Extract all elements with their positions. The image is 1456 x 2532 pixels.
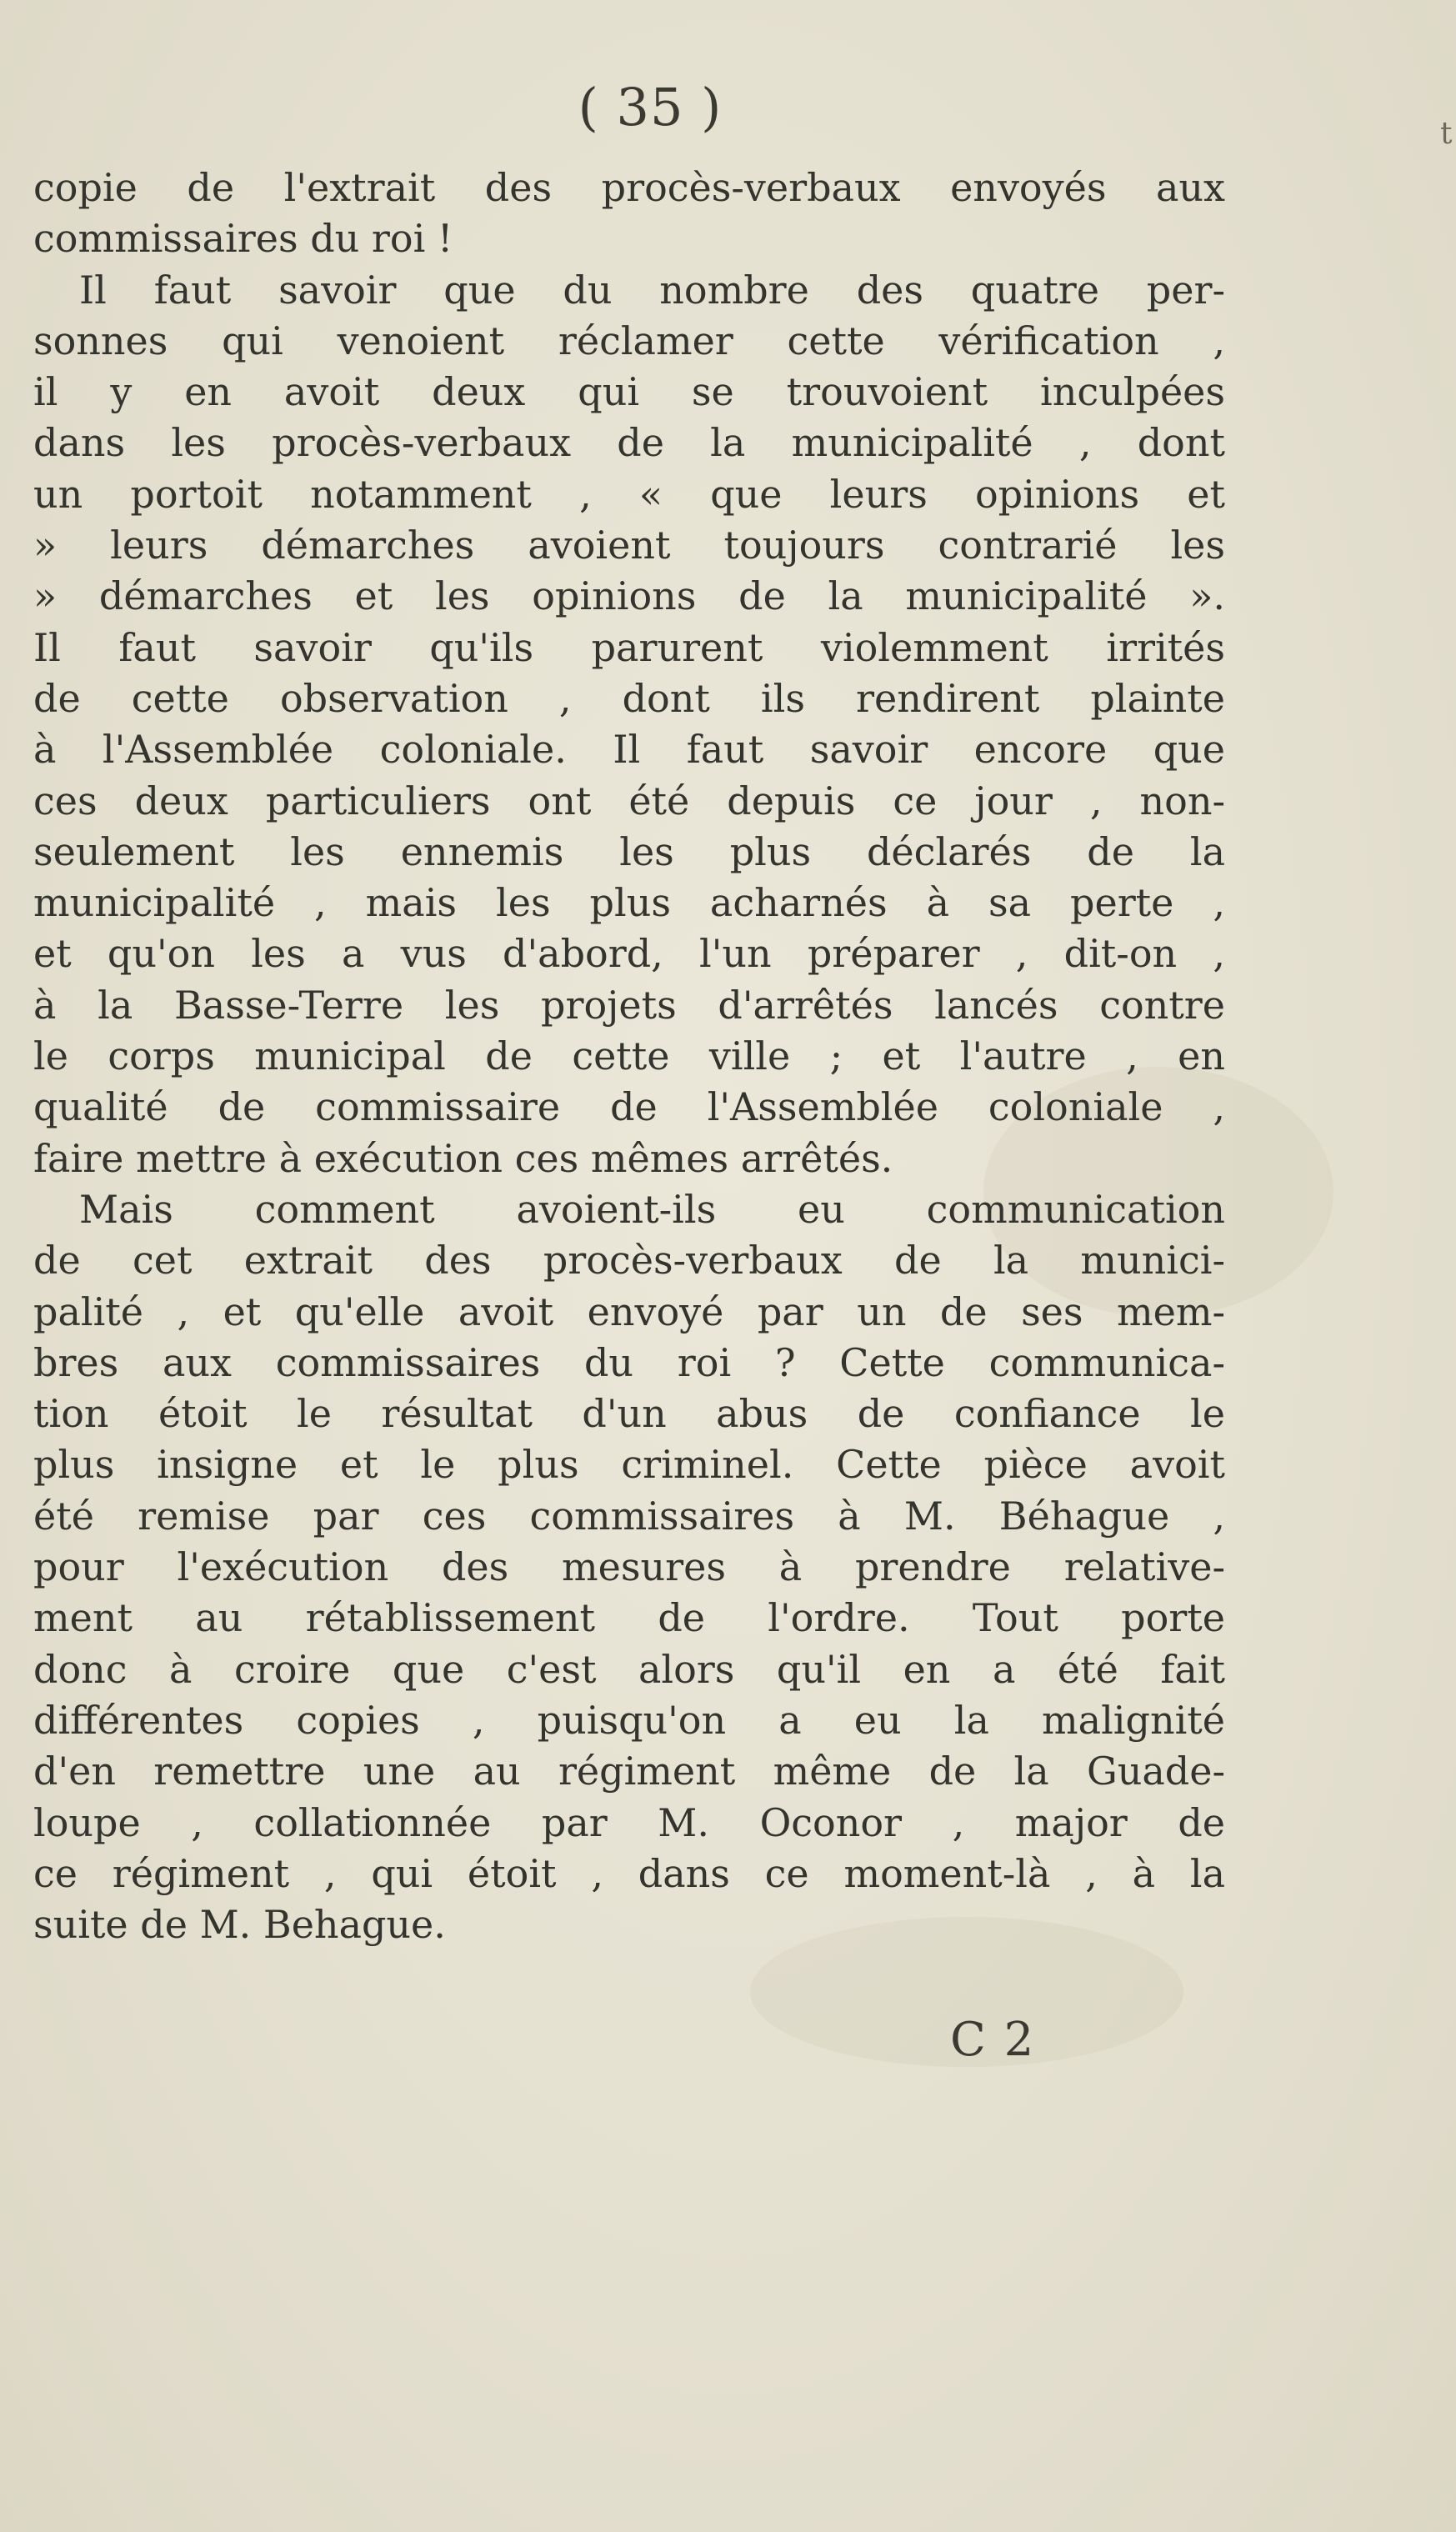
text-line: à l'Assemblée coloniale. Il faut savoir encore que [33,727,1225,773]
text-line: qualité de commissaire de l'Assemblée coloniale , [33,1084,1225,1130]
text-line: différentes copies , puisqu'on a eu la malignité [33,1697,1225,1743]
text-line: de cette observation , dont ils rendirent plainte [33,675,1225,721]
text-line: » leurs démarches avoient toujours contrarié les [33,523,1225,568]
text-line: palité , et qu'elle avoit envoyé par un de ses mem- [33,1289,1225,1334]
text-line: » démarches et les opinions de la municipalité ». [33,573,1225,619]
text-line: ces deux particuliers ont été depuis ce jour , non- [33,778,1225,823]
text-line: à la Basse-Terre les projets d'arrêtés lancés contre [33,982,1225,1028]
text-line: le corps municipal de cette ville ; et l'autre , en [33,1033,1225,1079]
text-line: de cet extrait des procès-verbaux de la munici- [33,1238,1225,1284]
text-line: sonnes qui venoient réclamer cette vérification , [33,318,1225,363]
text-line: seulement les ennemis les plus déclarés de la [33,828,1225,874]
text-line: donc à croire que c'est alors qu'il en a été fait [33,1646,1225,1692]
text-line: ce régiment , qui étoit , dans ce moment-là , à la [33,1850,1225,1896]
text-line: dans les procès-verbaux de la municipalité , dont [33,420,1225,466]
text-line: ment au rétablissement de l'ordre. Tout porte [33,1595,1225,1641]
text-line: Il faut savoir qu'ils parurent violemment irrités [33,624,1225,670]
text-line: Il faut savoir que du nombre des quatre per- [79,267,1225,313]
body-text [33,163,1225,1950]
signature-mark: C 2 [950,2013,1036,2067]
text-line: il y en avoit deux qui se trouvoient inculpées [33,369,1225,415]
text-line: été remise par ces commissaires à M. Béhague , [33,1493,1225,1539]
text-line: copie de l'extrait des procès-verbaux envoyés aux [33,165,1225,210]
edge-mark: t [1440,117,1453,151]
text-line: et qu'on les a vus d'abord, l'un préparer , dit-on , [33,931,1225,977]
text-line: un portoit notamment , « que leurs opinions et [33,471,1225,517]
text-line: loupe , collationnée par M. Oconor , major de [33,1799,1225,1845]
page-number: ( 35 ) [578,77,723,138]
text-line: pour l'exécution des mesures à prendre relative- [33,1544,1225,1590]
text-line: bres aux commissaires du roi ? Cette communica- [33,1339,1225,1385]
text-line: tion étoit le résultat d'un abus de confiance le [33,1391,1225,1437]
text-line: d'en remettre une au régiment même de la Guade- [33,1749,1225,1794]
text-line: Mais comment avoient-ils eu communication [79,1186,1225,1232]
text-line: commissaires du roi ! [33,216,453,262]
text-line: suite de M. Behague. [33,1902,446,1948]
text-line: faire mettre à exécution ces mêmes arrêtés. [33,1135,893,1181]
text-line: plus insigne et le plus criminel. Cette pièce avoit [33,1442,1225,1488]
text-line: municipalité , mais les plus acharnés à sa perte , [33,880,1225,926]
